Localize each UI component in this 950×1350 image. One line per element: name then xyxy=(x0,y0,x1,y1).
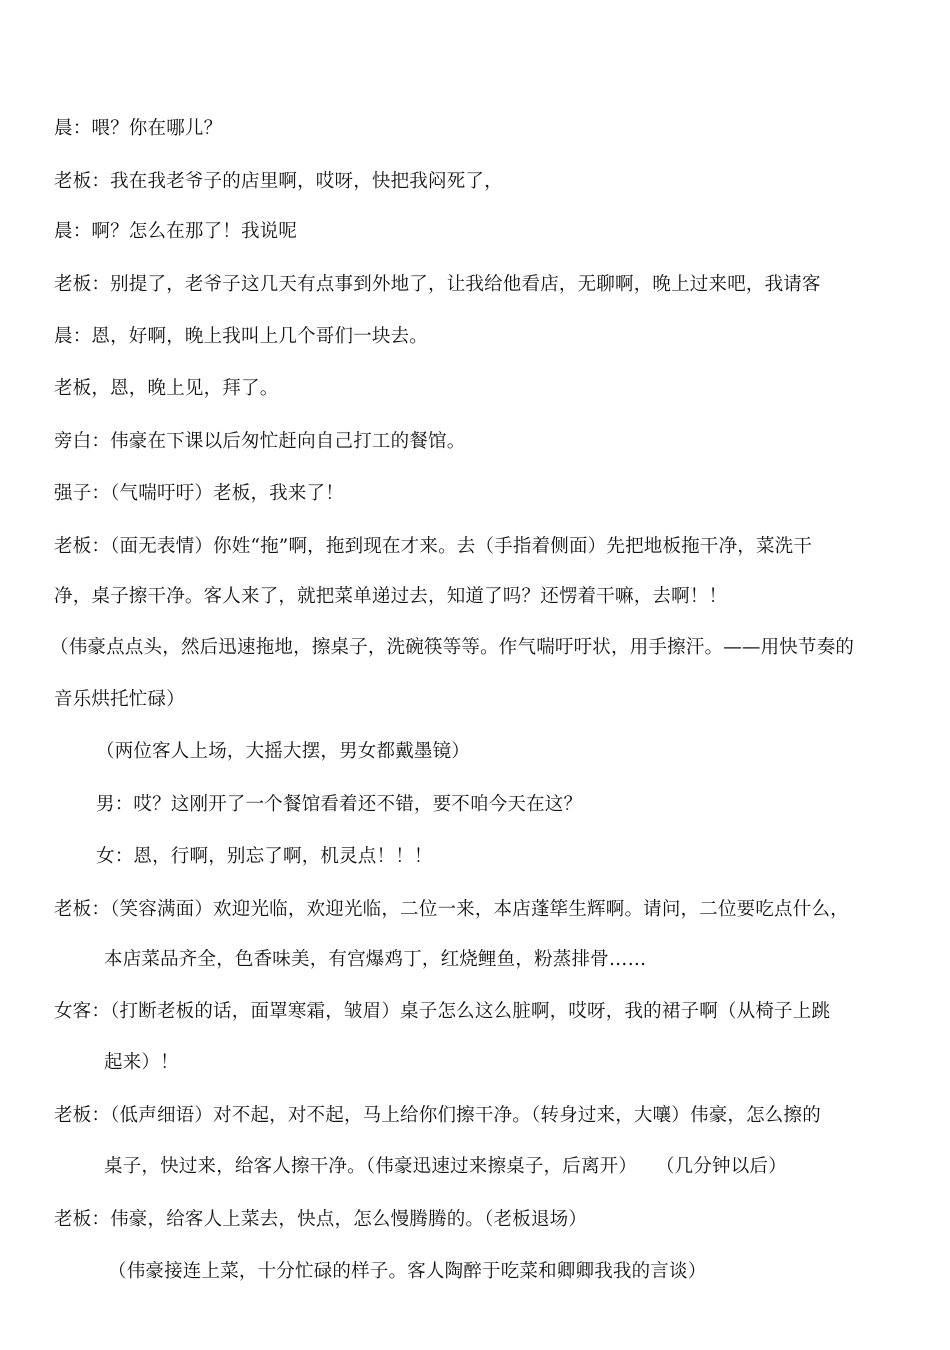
script-line: 女客：（打断老板的话，面罩寒霜，皱眉）桌子怎么这么脏啊，哎呀，我的裙子啊（从椅子上跳 xyxy=(54,1001,831,1022)
script-line: （两位客人上场，大摇大摆，男女都戴墨镜） xyxy=(96,741,471,762)
script-line: 老板：别提了，老爷子这几天有点事到外地了，让我给他看店，无聊啊，晚上过来吧，我请客 xyxy=(54,274,821,295)
script-line: 晨：喂？你在哪儿？ xyxy=(54,118,223,139)
script-line: 老板：伟豪，给客人上菜去，快点，怎么慢腾腾的。（老板退场） xyxy=(54,1209,588,1230)
script-line: （伟豪点点头，然后迅速拖地，擦桌子，洗碗筷等等。作气喘吁吁状，用手擦汗。——用快节奏的 xyxy=(50,637,855,658)
script-line: 晨：啊？怎么在那了！我说呢 xyxy=(54,221,298,242)
script-line: 老板：我在我老爷子的店里啊，哎呀，快把我闷死了， xyxy=(54,171,503,192)
script-line: 老板：（低声细语）对不起，对不起，马上给你们擦干净。（转身过来，大嚷）伟豪，怎么擦的 xyxy=(54,1105,821,1126)
script-line: 旁白：伟豪在下课以后匆忙赶向自己打工的餐馆。 xyxy=(54,431,466,452)
script-line: 起来）！ xyxy=(104,1052,179,1073)
script-line: 净，桌子擦干净。客人来了，就把菜单递过去，知道了吗？还愣着干嘛，去啊！！ xyxy=(54,586,728,607)
script-line: 老板，恩，晚上见，拜了。 xyxy=(54,378,279,399)
script-line: 老板：（面无表情）你姓“拖”啊，拖到现在才来。去（手指着侧面）先把地板拖干净，菜洗干 xyxy=(54,536,813,557)
script-line: 男：哎？这刚开了一个餐馆看着还不错，要不咱今天在这？ xyxy=(96,794,583,815)
script-line: 晨：恩，好啊，晚上我叫上几个哥们一块去。 xyxy=(54,326,429,347)
script-line: （伟豪接连上菜，十分忙碌的样子。客人陶醉于吃菜和卿卿我我的言谈） xyxy=(108,1261,707,1282)
script-line: 强子：（气喘吁吁）老板，我来了！ xyxy=(54,483,344,504)
script-line: 老板：（笑容满面）欢迎光临，欢迎光临，二位一来，本店蓬筚生辉啊。请问，二位要吃点什么， xyxy=(54,899,849,920)
script-line: 本店菜品齐全，色香味美，有宫爆鸡丁，红烧鲤鱼，粉蒸排骨…… xyxy=(104,949,647,970)
script-line: 桌子，快过来，给客人擦干净。（伟豪迅速过来擦桌子，后离开） （几分钟以后） xyxy=(104,1156,787,1177)
script-line: 音乐烘托忙碌） xyxy=(54,689,185,710)
script-line: 女：恩，行啊，别忘了啊，机灵点！！！ xyxy=(96,846,433,867)
